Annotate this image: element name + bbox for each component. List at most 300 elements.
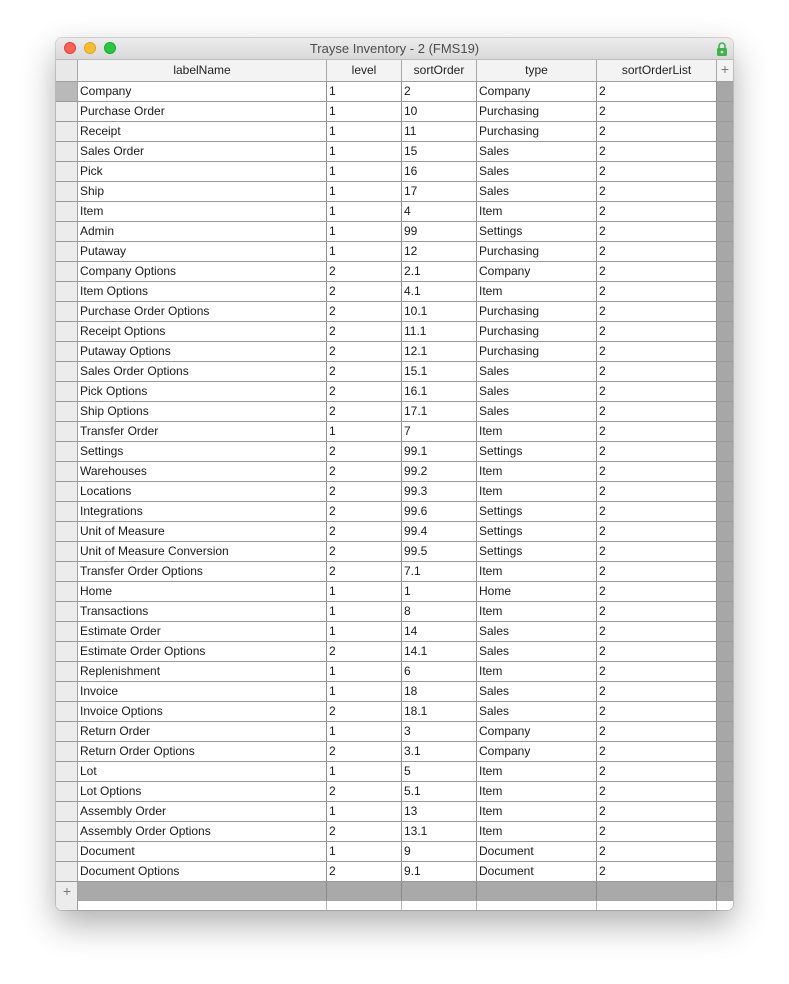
cell-level[interactable]: 1 (327, 762, 402, 781)
cell-sortorderlist[interactable]: 2 (597, 162, 717, 181)
table-row[interactable] (56, 402, 733, 422)
add-record-button[interactable]: + (62, 883, 72, 899)
cell-labelname[interactable]: Putaway Options (78, 342, 327, 361)
cell-type[interactable]: Sales (477, 142, 597, 161)
cell-labelname[interactable]: Locations (78, 482, 327, 501)
cell-sortorder[interactable]: 3.1 (402, 742, 477, 761)
cell-labelname[interactable]: Warehouses (78, 462, 327, 481)
cell-sortorderlist[interactable]: 2 (597, 142, 717, 161)
row-gutter[interactable] (56, 482, 78, 501)
row-gutter[interactable] (56, 302, 78, 321)
row-gutter[interactable] (56, 622, 78, 641)
cell-labelname[interactable]: Return Order (78, 722, 327, 741)
cell-sortorder[interactable]: 15 (402, 142, 477, 161)
table-row[interactable] (56, 742, 733, 762)
cell-type[interactable]: Document (477, 862, 597, 881)
cell-sortorderlist[interactable]: 2 (597, 482, 717, 501)
row-filler (717, 162, 733, 181)
cell-type[interactable]: Purchasing (477, 302, 597, 321)
table-footer (56, 901, 733, 910)
cell-sortorderlist[interactable]: 2 (597, 802, 717, 821)
cell-labelname[interactable]: Settings (78, 442, 327, 461)
cell-labelname[interactable]: Unit of Measure Conversion (78, 542, 327, 561)
row-gutter[interactable] (56, 222, 78, 241)
table-row[interactable] (56, 282, 733, 302)
cell-sortorderlist[interactable]: 2 (597, 642, 717, 661)
table-row[interactable] (56, 422, 733, 442)
cell-sortorder[interactable]: 11 (402, 122, 477, 141)
cell-type[interactable]: Item (477, 762, 597, 781)
table-row[interactable] (56, 762, 733, 782)
cell-type[interactable]: Settings (477, 502, 597, 521)
table-row[interactable] (56, 162, 733, 182)
cell-sortorderlist[interactable]: 2 (597, 662, 717, 681)
cell-level[interactable]: 2 (327, 782, 402, 801)
cell-level[interactable]: 1 (327, 842, 402, 861)
cell-level[interactable]: 2 (327, 302, 402, 321)
row-gutter[interactable] (56, 142, 78, 161)
cell-labelname[interactable]: Assembly Order (78, 802, 327, 821)
cell-sortorderlist[interactable]: 2 (597, 522, 717, 541)
row-gutter[interactable] (56, 322, 78, 341)
table-row[interactable] (56, 362, 733, 382)
cell-sortorder[interactable]: 5 (402, 762, 477, 781)
table-row[interactable] (56, 602, 733, 622)
cell-labelname[interactable]: Item Options (78, 282, 327, 301)
cell-labelname[interactable]: Integrations (78, 502, 327, 521)
cell-type[interactable]: Settings (477, 222, 597, 241)
cell-level[interactable]: 1 (327, 722, 402, 741)
cell-type[interactable]: Item (477, 562, 597, 581)
cell-level[interactable]: 2 (327, 822, 402, 841)
cell-labelname[interactable]: Replenishment (78, 662, 327, 681)
row-gutter[interactable] (56, 82, 78, 101)
cell-sortorder[interactable]: 5.1 (402, 782, 477, 801)
table-row[interactable] (56, 802, 733, 822)
table-row[interactable] (56, 542, 733, 562)
cell-labelname[interactable]: Document Options (78, 862, 327, 881)
row-gutter[interactable] (56, 262, 78, 281)
cell-sortorderlist[interactable]: 2 (597, 382, 717, 401)
cell-type[interactable]: Item (477, 422, 597, 441)
cell-labelname[interactable]: Sales Order (78, 142, 327, 161)
row-gutter[interactable] (56, 362, 78, 381)
cell-sortorder[interactable]: 12.1 (402, 342, 477, 361)
cell-labelname[interactable]: Lot (78, 762, 327, 781)
cell-labelname[interactable]: Putaway (78, 242, 327, 261)
row-gutter[interactable] (56, 562, 78, 581)
cell-sortorderlist[interactable]: 2 (597, 222, 717, 241)
row-gutter[interactable] (56, 582, 78, 601)
cell-labelname[interactable]: Transactions (78, 602, 327, 621)
cell-level[interactable]: 2 (327, 262, 402, 281)
row-gutter[interactable] (56, 682, 78, 701)
cell-sortorder[interactable]: 99.6 (402, 502, 477, 521)
cell-level[interactable]: 2 (327, 322, 402, 341)
row-gutter[interactable] (56, 202, 78, 221)
row-gutter[interactable] (56, 762, 78, 781)
cell-level[interactable]: 1 (327, 662, 402, 681)
cell-sortorder[interactable]: 4 (402, 202, 477, 221)
row-gutter[interactable] (56, 822, 78, 841)
row-gutter[interactable] (56, 862, 78, 881)
cell-sortorderlist[interactable]: 2 (597, 782, 717, 801)
cell-sortorderlist[interactable]: 2 (597, 202, 717, 221)
row-gutter[interactable] (56, 522, 78, 541)
cell-sortorder[interactable]: 1 (402, 582, 477, 601)
cell-sortorder[interactable]: 13 (402, 802, 477, 821)
cell-sortorder[interactable]: 10 (402, 102, 477, 121)
cell-sortorderlist[interactable]: 2 (597, 562, 717, 581)
cell-sortorderlist[interactable]: 2 (597, 82, 717, 101)
table-row[interactable] (56, 122, 733, 142)
cell-labelname[interactable]: Sales Order Options (78, 362, 327, 381)
row-gutter[interactable] (56, 282, 78, 301)
cell-level[interactable]: 1 (327, 602, 402, 621)
cell-type[interactable]: Settings (477, 442, 597, 461)
column-header-labelname[interactable]: labelName (78, 60, 327, 81)
row-gutter[interactable] (56, 182, 78, 201)
column-header-sortorder[interactable]: sortOrder (402, 60, 477, 81)
row-filler (717, 802, 733, 821)
cell-sortorderlist[interactable]: 2 (597, 322, 717, 341)
cell-labelname[interactable]: Pick (78, 162, 327, 181)
cell-level[interactable]: 1 (327, 622, 402, 641)
cell-type[interactable]: Purchasing (477, 102, 597, 121)
cell-labelname[interactable]: Receipt Options (78, 322, 327, 341)
cell-level[interactable]: 2 (327, 502, 402, 521)
table-row[interactable] (56, 682, 733, 702)
cell-level[interactable]: 1 (327, 802, 402, 821)
cell-labelname[interactable]: Estimate Order Options (78, 642, 327, 661)
cell-level[interactable]: 2 (327, 742, 402, 761)
cell-type[interactable]: Item (477, 462, 597, 481)
cell-level[interactable]: 1 (327, 202, 402, 221)
row-gutter[interactable] (56, 662, 78, 681)
cell-level[interactable]: 2 (327, 282, 402, 301)
cell-sortorderlist[interactable]: 2 (597, 722, 717, 741)
row-filler (717, 122, 733, 141)
cell-sortorder[interactable]: 16.1 (402, 382, 477, 401)
table-row[interactable] (56, 182, 733, 202)
row-gutter[interactable] (56, 782, 78, 801)
cell-sortorder[interactable]: 11.1 (402, 322, 477, 341)
cell-level[interactable]: 1 (327, 682, 402, 701)
cell-type[interactable]: Sales (477, 702, 597, 721)
row-gutter[interactable] (56, 342, 78, 361)
cell-sortorderlist[interactable]: 2 (597, 502, 717, 521)
cell-sortorder[interactable]: 18 (402, 682, 477, 701)
cell-level[interactable]: 2 (327, 642, 402, 661)
cell-type[interactable]: Sales (477, 642, 597, 661)
table-row[interactable] (56, 242, 733, 262)
row-filler (717, 342, 733, 361)
cell-sortorderlist[interactable]: 2 (597, 862, 717, 881)
cell-type[interactable]: Home (477, 582, 597, 601)
cell-sortorder[interactable]: 10.1 (402, 302, 477, 321)
cell-sortorder[interactable]: 99.3 (402, 482, 477, 501)
table-row[interactable] (56, 662, 733, 682)
cell-level[interactable]: 1 (327, 182, 402, 201)
cell-type[interactable]: Sales (477, 182, 597, 201)
row-gutter[interactable] (56, 542, 78, 561)
table-row[interactable] (56, 622, 733, 642)
cell-level[interactable]: 1 (327, 422, 402, 441)
table-row[interactable] (56, 142, 733, 162)
cell-sortorder[interactable]: 99.5 (402, 542, 477, 561)
cell-type[interactable]: Item (477, 782, 597, 801)
table-row[interactable] (56, 82, 733, 102)
row-gutter[interactable] (56, 722, 78, 741)
cell-labelname[interactable]: Ship Options (78, 402, 327, 421)
cell-sortorder[interactable]: 7.1 (402, 562, 477, 581)
cell-sortorder[interactable]: 99.2 (402, 462, 477, 481)
cell-type[interactable]: Purchasing (477, 322, 597, 341)
cell-sortorder[interactable]: 4.1 (402, 282, 477, 301)
new-record-row (56, 882, 733, 901)
cell-type[interactable]: Document (477, 842, 597, 861)
row-gutter[interactable] (56, 742, 78, 761)
row-gutter[interactable] (56, 802, 78, 821)
cell-sortorder[interactable]: 9 (402, 842, 477, 861)
cell-type[interactable]: Sales (477, 622, 597, 641)
row-gutter[interactable] (56, 502, 78, 521)
cell-sortorderlist[interactable]: 2 (597, 102, 717, 121)
cell-type[interactable]: Company (477, 82, 597, 101)
cell-type[interactable]: Sales (477, 682, 597, 701)
table-row[interactable] (56, 702, 733, 722)
table-row[interactable] (56, 782, 733, 802)
cell-sortorder[interactable]: 3 (402, 722, 477, 741)
cell-labelname[interactable]: Receipt (78, 122, 327, 141)
cell-labelname[interactable]: Purchase Order Options (78, 302, 327, 321)
cell-level[interactable]: 2 (327, 562, 402, 581)
cell-sortorderlist[interactable]: 2 (597, 342, 717, 361)
cell-level[interactable]: 2 (327, 482, 402, 501)
cell-type[interactable]: Settings (477, 522, 597, 541)
table-row[interactable] (56, 442, 733, 462)
row-gutter[interactable] (56, 422, 78, 441)
table-row[interactable] (56, 642, 733, 662)
table-row[interactable] (56, 342, 733, 362)
cell-labelname[interactable]: Unit of Measure (78, 522, 327, 541)
row-gutter[interactable] (56, 382, 78, 401)
row-filler (717, 442, 733, 461)
add-column-button[interactable]: + (716, 60, 733, 81)
table-row[interactable] (56, 102, 733, 122)
cell-sortorderlist[interactable]: 2 (597, 402, 717, 421)
cell-type[interactable]: Item (477, 482, 597, 501)
cell-level[interactable]: 1 (327, 162, 402, 181)
cell-type[interactable]: Purchasing (477, 242, 597, 261)
row-filler (717, 622, 733, 641)
cell-type[interactable]: Sales (477, 382, 597, 401)
cell-sortorder[interactable]: 14.1 (402, 642, 477, 661)
column-header-sortorderlist[interactable]: sortOrderList (597, 60, 717, 81)
table-row[interactable] (56, 562, 733, 582)
cell-level[interactable]: 1 (327, 122, 402, 141)
cell-type[interactable]: Sales (477, 362, 597, 381)
cell-sortorder[interactable]: 15.1 (402, 362, 477, 381)
column-header-level[interactable]: level (327, 60, 402, 81)
cell-level[interactable]: 1 (327, 102, 402, 121)
cell-labelname[interactable]: Return Order Options (78, 742, 327, 761)
cell-sortorder[interactable]: 6 (402, 662, 477, 681)
cell-level[interactable]: 1 (327, 242, 402, 261)
cell-sortorderlist[interactable]: 2 (597, 822, 717, 841)
cell-labelname[interactable]: Invoice Options (78, 702, 327, 721)
cell-labelname[interactable]: Transfer Order Options (78, 562, 327, 581)
cell-level[interactable]: 2 (327, 442, 402, 461)
row-filler (717, 202, 733, 221)
cell-sortorderlist[interactable]: 2 (597, 302, 717, 321)
table-row[interactable] (56, 582, 733, 602)
cell-labelname[interactable]: Estimate Order (78, 622, 327, 641)
cell-level[interactable]: 2 (327, 382, 402, 401)
cell-level[interactable]: 2 (327, 402, 402, 421)
empty-record-area (78, 882, 733, 901)
cell-sortorder[interactable]: 99 (402, 222, 477, 241)
table-row[interactable] (56, 822, 733, 842)
cell-level[interactable]: 2 (327, 522, 402, 541)
table-view (56, 60, 733, 910)
row-gutter[interactable] (56, 442, 78, 461)
row-gutter[interactable] (56, 702, 78, 721)
cell-sortorder[interactable]: 2.1 (402, 262, 477, 281)
cell-type[interactable]: Purchasing (477, 122, 597, 141)
cell-sortorder[interactable]: 2 (402, 82, 477, 101)
cell-sortorder[interactable]: 14 (402, 622, 477, 641)
cell-sortorder[interactable]: 17.1 (402, 402, 477, 421)
cell-sortorderlist[interactable]: 2 (597, 742, 717, 761)
cell-labelname[interactable]: Assembly Order Options (78, 822, 327, 841)
row-filler (717, 302, 733, 321)
cell-level[interactable]: 2 (327, 702, 402, 721)
cell-sortorder[interactable]: 99.4 (402, 522, 477, 541)
cell-labelname[interactable]: Ship (78, 182, 327, 201)
cell-sortorder[interactable]: 17 (402, 182, 477, 201)
table-row[interactable] (56, 302, 733, 322)
cell-type[interactable]: Company (477, 262, 597, 281)
table-row[interactable] (56, 482, 733, 502)
cell-level[interactable]: 1 (327, 582, 402, 601)
cell-type[interactable]: Item (477, 282, 597, 301)
cell-labelname[interactable]: Admin (78, 222, 327, 241)
cell-sortorder[interactable]: 99.1 (402, 442, 477, 461)
cell-labelname[interactable]: Lot Options (78, 782, 327, 801)
cell-type[interactable]: Item (477, 802, 597, 821)
cell-type[interactable]: Item (477, 662, 597, 681)
row-gutter[interactable] (56, 842, 78, 861)
cell-level[interactable]: 2 (327, 362, 402, 381)
cell-sortorderlist[interactable]: 2 (597, 682, 717, 701)
table-row[interactable] (56, 202, 733, 222)
cell-sortorderlist[interactable]: 2 (597, 282, 717, 301)
cell-labelname[interactable]: Purchase Order (78, 102, 327, 121)
row-gutter[interactable] (56, 102, 78, 121)
cell-sortorder[interactable]: 12 (402, 242, 477, 261)
cell-labelname[interactable]: Invoice (78, 682, 327, 701)
cell-type[interactable]: Purchasing (477, 342, 597, 361)
cell-sortorder[interactable]: 8 (402, 602, 477, 621)
cell-sortorder[interactable]: 16 (402, 162, 477, 181)
row-gutter[interactable] (56, 402, 78, 421)
row-gutter[interactable] (56, 242, 78, 261)
cell-type[interactable]: Settings (477, 542, 597, 561)
row-gutter[interactable] (56, 122, 78, 141)
table-row[interactable] (56, 722, 733, 742)
row-gutter[interactable] (56, 162, 78, 181)
cell-level[interactable]: 1 (327, 142, 402, 161)
cell-type[interactable]: Sales (477, 402, 597, 421)
cell-sortorderlist[interactable]: 2 (597, 462, 717, 481)
cell-labelname[interactable]: Home (78, 582, 327, 601)
cell-type[interactable]: Company (477, 722, 597, 741)
table-row[interactable] (56, 522, 733, 542)
cell-sortorderlist[interactable]: 2 (597, 262, 717, 281)
cell-level[interactable]: 1 (327, 222, 402, 241)
cell-level[interactable]: 2 (327, 862, 402, 881)
cell-sortorderlist[interactable]: 2 (597, 362, 717, 381)
cell-sortorderlist[interactable]: 2 (597, 762, 717, 781)
cell-sortorderlist[interactable]: 2 (597, 842, 717, 861)
cell-sortorderlist[interactable]: 2 (597, 422, 717, 441)
cell-labelname[interactable]: Pick Options (78, 382, 327, 401)
cell-sortorder[interactable]: 7 (402, 422, 477, 441)
row-gutter[interactable] (56, 462, 78, 481)
cell-level[interactable]: 1 (327, 82, 402, 101)
table-row[interactable] (56, 842, 733, 862)
cell-sortorderlist[interactable]: 2 (597, 582, 717, 601)
cell-sortorder[interactable]: 9.1 (402, 862, 477, 881)
cell-sortorderlist[interactable]: 2 (597, 182, 717, 201)
cell-type[interactable]: Item (477, 602, 597, 621)
cell-level[interactable]: 2 (327, 462, 402, 481)
cell-sortorder[interactable]: 13.1 (402, 822, 477, 841)
column-header-type[interactable]: type (477, 60, 597, 81)
cell-sortorderlist[interactable]: 2 (597, 702, 717, 721)
table-row[interactable] (56, 222, 733, 242)
cell-sortorderlist[interactable]: 2 (597, 542, 717, 561)
cell-level[interactable]: 2 (327, 542, 402, 561)
cell-sortorderlist[interactable]: 2 (597, 602, 717, 621)
table-row[interactable] (56, 502, 733, 522)
table-row[interactable] (56, 862, 733, 882)
row-filler (717, 642, 733, 661)
cell-labelname[interactable]: Item (78, 202, 327, 221)
cell-type[interactable]: Sales (477, 162, 597, 181)
row-gutter[interactable] (56, 602, 78, 621)
table-row[interactable] (56, 262, 733, 282)
cell-sortorderlist[interactable]: 2 (597, 122, 717, 141)
cell-labelname[interactable]: Company (78, 82, 327, 101)
cell-labelname[interactable]: Document (78, 842, 327, 861)
cell-sortorderlist[interactable]: 2 (597, 622, 717, 641)
table-row[interactable] (56, 322, 733, 342)
table-row[interactable] (56, 382, 733, 402)
cell-level[interactable]: 2 (327, 342, 402, 361)
cell-sortorderlist[interactable]: 2 (597, 242, 717, 261)
cell-labelname[interactable]: Transfer Order (78, 422, 327, 441)
cell-type[interactable]: Company (477, 742, 597, 761)
cell-sortorderlist[interactable]: 2 (597, 442, 717, 461)
cell-type[interactable]: Item (477, 202, 597, 221)
row-gutter[interactable] (56, 642, 78, 661)
cell-sortorder[interactable]: 18.1 (402, 702, 477, 721)
cell-type[interactable]: Item (477, 822, 597, 841)
table-row[interactable] (56, 462, 733, 482)
cell-labelname[interactable]: Company Options (78, 262, 327, 281)
